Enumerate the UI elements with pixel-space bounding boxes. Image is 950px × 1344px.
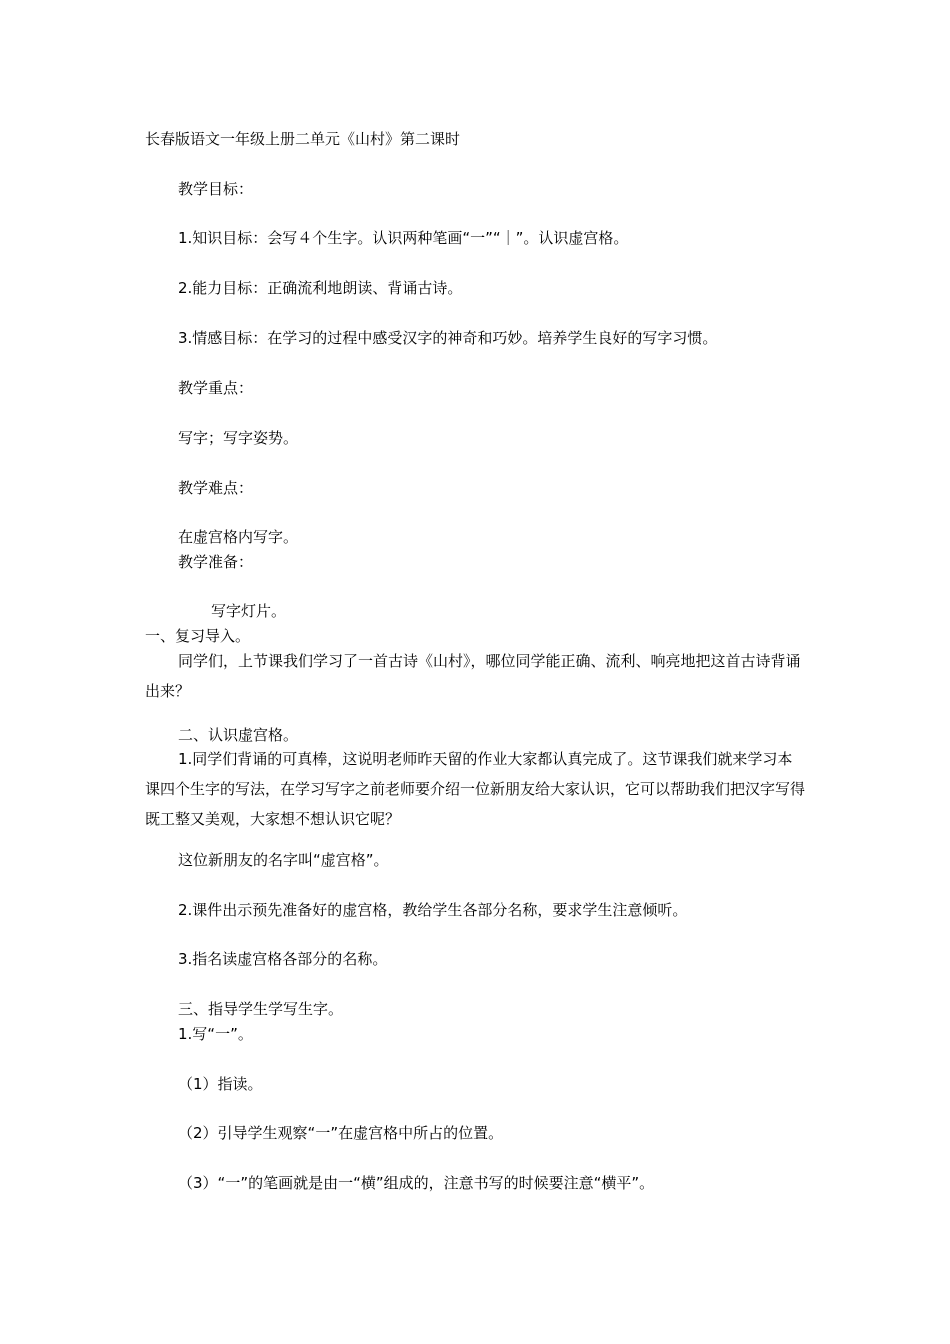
section-grid-paragraph-3: 2.课件出示预先准备好的虚宫格，教给学生各部分名称，要求学生注意倾听。 <box>178 901 688 919</box>
section-grid-paragraph-4: 3.指名读虚宫格各部分的名称。 <box>178 950 388 968</box>
section-writing-item-1: 1.写“一”。 <box>178 1025 253 1043</box>
section-writing-sub-1: （1）指读。 <box>178 1075 263 1093</box>
section-review-paragraph: 同学们，上节课我们学习了一首古诗《山村》，哪位同学能正确、流利、响亮地把这首古诗背诵出来？ <box>145 652 801 700</box>
objective-emotion: 3.情感目标：在学习的过程中感受汉字的神奇和巧妙。培养学生良好的写字习惯。 <box>178 329 718 347</box>
objective-knowledge: 1.知识目标：会写４个生字。认识两种笔画“一”“｜”。认识虚宫格。 <box>178 229 629 247</box>
section-writing-sub-3: （3）“一”的笔画就是由一“横”组成的，注意书写的时候要注意“横平”。 <box>178 1174 655 1192</box>
section-writing-sub-2: （2）引导学生观察“一”在虚宫格中所占的位置。 <box>178 1124 504 1142</box>
preparation-heading: 教学准备： <box>178 553 254 571</box>
key-points-heading: 教学重点： <box>178 379 254 397</box>
difficulties-heading: 教学难点： <box>178 479 254 497</box>
key-points-text: 写字；写字姿势。 <box>178 429 299 447</box>
objectives-heading: 教学目标： <box>178 180 254 198</box>
section-review-heading: 一、复习导入。 <box>145 627 251 645</box>
section-writing-heading: 三、指导学生学写生字。 <box>178 1000 344 1018</box>
section-grid-paragraph-1: 1.同学们背诵的可真棒，这说明老师昨天留的作业大家都认真完成了。这节课我们就来学习本课四个生字的写法，在学习写字之前老师要介绍一位新朋友给大家认识，它可以帮助我们把汉字写得既工整又美观，大家想不想认识它呢？ <box>145 750 806 828</box>
section-grid-paragraph-2: 这位新朋友的名字叫“虚宫格”。 <box>178 851 389 869</box>
document-title: 长春版语文一年级上册二单元《山村》第二课时 <box>145 130 461 148</box>
preparation-text: 写字灯片。 <box>211 602 287 620</box>
section-grid-heading: 二、认识虚宫格。 <box>178 726 299 744</box>
objective-ability: 2.能力目标：正确流利地朗读、背诵古诗。 <box>178 279 463 297</box>
difficulties-text: 在虚宫格内写字。 <box>178 528 299 546</box>
